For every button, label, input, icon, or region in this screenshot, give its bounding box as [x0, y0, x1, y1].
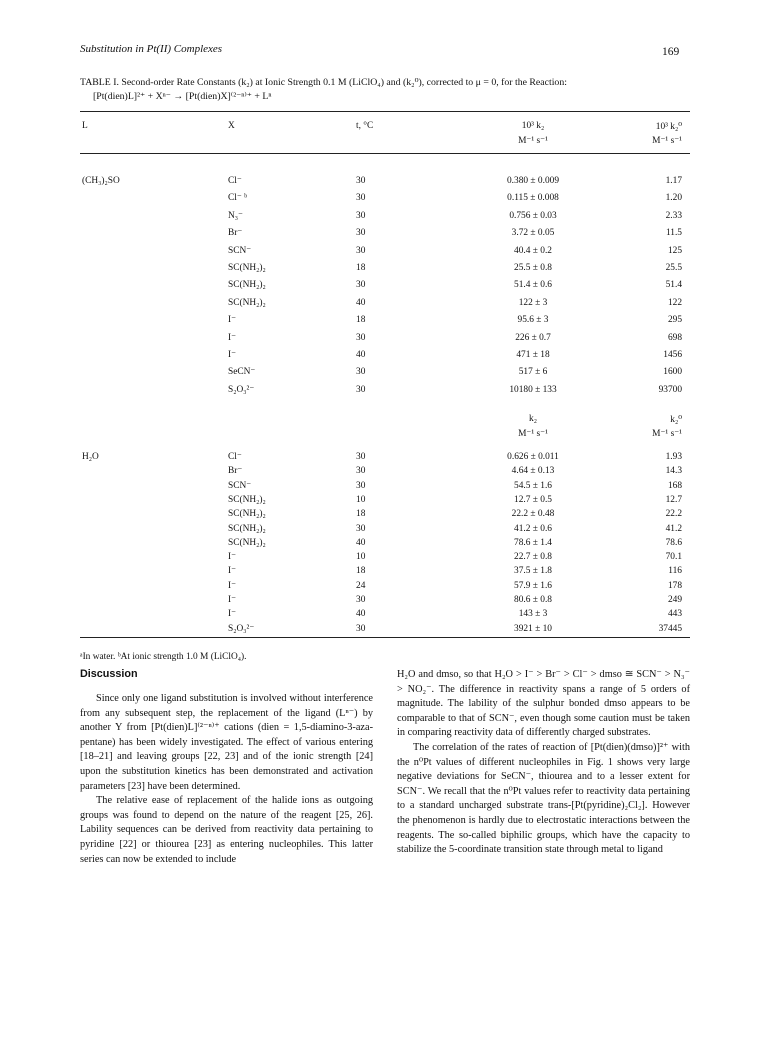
ligand-water: H₂O — [82, 452, 99, 462]
header-x: X — [228, 121, 235, 131]
temperature-cell: 30 — [356, 228, 366, 239]
k2-cell: 0.626 ± 0.011 — [507, 452, 559, 462]
right-column — [397, 668, 690, 858]
temperature-cell: 30 — [356, 466, 366, 477]
k20-cell: 168 — [667, 480, 682, 491]
k2-cell: 41.2 ± 0.6 — [514, 523, 552, 534]
x-cell: SC(NH₂)₂ — [228, 509, 266, 520]
k20-cell: 2.33 — [665, 210, 682, 221]
k20-cell: 41.2 — [665, 523, 682, 534]
page-number: 169 — [662, 46, 680, 58]
header-k20: 10³ k₂⁰ — [655, 122, 682, 132]
temperature-cell: 18 — [356, 315, 366, 326]
k2-cell: 95.6 ± 3 — [517, 315, 549, 326]
x-cell: SC(NH₂)₂ — [228, 537, 266, 548]
k2-cell: 25.5 ± 0.8 — [514, 263, 552, 273]
k20-cell: 25.5 — [665, 263, 682, 273]
ligand-dmso: (CH₃)₂SO — [82, 176, 120, 186]
x-cell: I⁻ — [228, 580, 237, 591]
k2-cell: 0.756 ± 0.03 — [509, 210, 557, 221]
k2-cell: 10180 ± 133 — [509, 384, 557, 395]
x-cell: SC(NH₂)₂ — [228, 263, 266, 273]
k20-cell: 1600 — [663, 367, 682, 378]
k2-cell: 3921 ± 10 — [514, 623, 552, 634]
temperature-cell: 18 — [356, 566, 366, 577]
running-title: Substitution in Pt(II) Complexes — [80, 43, 223, 55]
table-bottom-rule — [80, 637, 690, 638]
temperature-cell: 30 — [356, 452, 366, 462]
temperature-cell: 18 — [356, 263, 366, 273]
k2-cell: 37.5 ± 1.8 — [514, 566, 552, 577]
caption-line-1: TABLE I. Second-order Rate Constants (k₂) at Ionic Strength 0.1 M (LiClO₄) and (k₂⁰), corrected to μ = 0, for the Reaction: — [80, 77, 567, 88]
k2-cell: 12.7 ± 0.5 — [514, 494, 552, 505]
section-heading: Discussion — [80, 668, 138, 680]
x-cell: SeCN⁻ — [228, 367, 256, 378]
x-cell: S₂O₃²⁻ — [228, 384, 255, 395]
x-cell: SC(NH₂)₂ — [228, 494, 266, 505]
x-cell: SC(NH₂)₂ — [228, 297, 266, 308]
temperature-cell: 30 — [356, 193, 366, 204]
x-cell: I⁻ — [228, 350, 237, 360]
table-footnote: ᵃIn water. ᵇAt ionic strength 1.0 M (LiClO₄). — [80, 652, 247, 662]
x-cell: I⁻ — [228, 552, 237, 563]
x-cell: I⁻ — [228, 609, 237, 620]
x-cell: N₃⁻ — [228, 210, 243, 221]
k20-cell: 70.1 — [665, 552, 682, 563]
k20-cell: 698 — [667, 332, 682, 343]
subheader-k20: k₂⁰ — [670, 415, 682, 425]
temperature-cell: 30 — [356, 480, 366, 491]
temperature-cell: 30 — [356, 280, 366, 291]
temperature-cell: 30 — [356, 176, 366, 186]
k20-cell: 93700 — [658, 384, 682, 395]
k20-cell: 122 — [667, 297, 682, 308]
k20-cell: 51.4 — [665, 280, 682, 291]
x-cell: Cl⁻ — [228, 176, 242, 186]
subheader-k20-units: M⁻¹ s⁻¹ — [652, 429, 682, 439]
paragraph: H₂O and dmso, so that H₂O > I⁻ > Br⁻ > Cl⁻ > dmso ≅ SCN⁻ > N₃⁻ > NO₂⁻. The difference in reactivity spans a range of 5 orders of magnitude. The lability of the sulphur bonded dmso appears to be comparable to that of SCN⁻, even though some caution must be taken in comparing reactivity data of differently charged substrates. — [397, 669, 690, 739]
x-cell: Br⁻ — [228, 228, 243, 239]
paragraph: The relative ease of replacement of the halide ions as outgoing groups was found to depend on the nature of the reagent [25, 26]. Lability sequences can be derived from reactivity data pertaining to pyridine [22] or thiourea [23] as entering nucleophiles. This latter series can now be extended to include — [80, 795, 373, 865]
table-caption — [80, 76, 690, 104]
table-top-rule — [80, 111, 690, 112]
temperature-cell: 30 — [356, 523, 366, 534]
x-cell: SC(NH₂)₂ — [228, 523, 266, 534]
x-cell: SCN⁻ — [228, 480, 252, 491]
k2-cell: 51.4 ± 0.6 — [514, 280, 552, 291]
k20-cell: 1.20 — [665, 193, 682, 204]
k20-cell: 295 — [667, 315, 682, 326]
x-cell: SC(NH₂)₂ — [228, 280, 266, 291]
k20-cell: 11.5 — [665, 228, 682, 239]
header-l: L — [82, 121, 88, 131]
k20-cell: 125 — [667, 245, 682, 256]
k2-cell: 122 ± 3 — [518, 297, 548, 308]
k2-cell: 54.5 ± 1.6 — [514, 480, 552, 491]
k20-cell: 78.6 — [665, 537, 682, 548]
k20-cell: 116 — [668, 566, 682, 577]
x-cell: Cl⁻ ᵇ — [228, 193, 248, 204]
k2-cell: 517 ± 6 — [518, 367, 548, 378]
k20-cell: 22.2 — [665, 509, 682, 520]
x-cell: I⁻ — [228, 315, 237, 326]
header-t: t, °C — [356, 121, 374, 131]
k20-cell: 443 — [667, 609, 682, 620]
temperature-cell: 30 — [356, 595, 366, 605]
temperature-cell: 40 — [356, 297, 366, 308]
x-cell: I⁻ — [228, 332, 237, 343]
caption-line-2: [Pt(dien)L]²⁺ + Xⁿ⁻ → [Pt(dien)X]⁽²⁻ⁿ⁾⁺ + Lⁿ — [93, 91, 272, 102]
k2-cell: 0.380 ± 0.009 — [506, 176, 560, 186]
temperature-cell: 40 — [356, 537, 366, 548]
temperature-cell: 30 — [356, 245, 366, 256]
k20-cell: 178 — [667, 580, 682, 591]
k20-cell: 14.3 — [665, 466, 682, 477]
paragraph: Since only one ligand substitution is involved without interference from any subsequent step, the replacement of the ligand (Lⁿ⁻) by another Y from [Pt(dien)L]⁽²⁻ⁿ⁾⁺ cations (dien = 1,5-diamino-3-aza-pentane) has been widely investigated. The effect of various entering [18–21] and leaving groups [22, 23] and of the ionic strength [24] upon the substitution kinetics has been demonstrated and activation parameters [23] have been determined. — [80, 693, 373, 792]
x-cell: SCN⁻ — [228, 245, 252, 256]
temperature-cell: 30 — [356, 384, 366, 395]
temperature-cell: 30 — [356, 210, 366, 221]
k2-cell: 57.9 ± 1.6 — [514, 580, 552, 591]
x-cell: I⁻ — [228, 566, 237, 577]
temperature-cell: 18 — [356, 509, 366, 520]
header-k2-units: M⁻¹ s⁻¹ — [518, 136, 548, 146]
k2-cell: 78.6 ± 1.4 — [514, 537, 552, 548]
k2-cell: 3.72 ± 0.05 — [511, 228, 555, 239]
left-column — [80, 692, 373, 867]
k2-cell: 4.64 ± 0.13 — [511, 466, 555, 477]
temperature-cell: 30 — [356, 623, 366, 634]
k2-cell: 143 ± 3 — [518, 609, 548, 620]
x-cell: S₂O₃²⁻ — [228, 623, 255, 634]
temperature-cell: 10 — [356, 494, 366, 505]
temperature-cell: 40 — [356, 609, 366, 620]
k20-cell: 1.93 — [665, 452, 682, 462]
k20-cell: 1.17 — [665, 176, 682, 186]
k2-cell: 0.115 ± 0.008 — [507, 193, 559, 204]
k2-cell: 471 ± 18 — [516, 350, 550, 360]
k2-cell: 22.7 ± 0.8 — [514, 552, 552, 563]
k20-cell: 12.7 — [665, 494, 682, 505]
k2-cell: 22.2 ± 0.48 — [511, 509, 555, 520]
paragraph: The correlation of the rates of reaction of [Pt(dien)(dmso)]²⁺ with the n⁰Pt values of different nucleophiles in Fig. 1 shows very large negative deviations for SeCN⁻, thiourea and to a lesser extent for SCN⁻. We recall that the n⁰Pt values refer to reactivity data pertaining to a standard uncharged substrate trans-[Pt(pyridine)₂Cl₂]. However the phenomenon is hardly due to electrostatic interactions between the reagents. The so-called biphilic groups, which have the capacity to stabilize the 5-coordinate transition state through metal to ligand — [397, 741, 690, 856]
k2-cell: 80.6 ± 0.8 — [514, 595, 552, 605]
subheader-k2: k₂ — [529, 414, 537, 424]
x-cell: I⁻ — [228, 595, 237, 605]
k20-cell: 1456 — [663, 350, 682, 360]
header-k20-units: M⁻¹ s⁻¹ — [652, 136, 682, 146]
subheader-k2-units: M⁻¹ s⁻¹ — [518, 429, 548, 439]
temperature-cell: 30 — [356, 332, 366, 343]
temperature-cell: 30 — [356, 367, 366, 378]
x-cell: Cl⁻ — [228, 452, 242, 462]
temperature-cell: 10 — [356, 552, 366, 563]
k2-cell: 226 ± 0.7 — [515, 332, 551, 343]
temperature-cell: 24 — [356, 580, 366, 591]
temperature-cell: 40 — [356, 350, 366, 360]
table-header-rule — [80, 153, 690, 154]
k2-cell: 40.4 ± 0.2 — [514, 245, 552, 256]
header-k2: 10³ k₂ — [521, 121, 545, 131]
k20-cell: 37445 — [658, 623, 682, 634]
k20-cell: 249 — [667, 595, 682, 605]
x-cell: Br⁻ — [228, 466, 243, 477]
